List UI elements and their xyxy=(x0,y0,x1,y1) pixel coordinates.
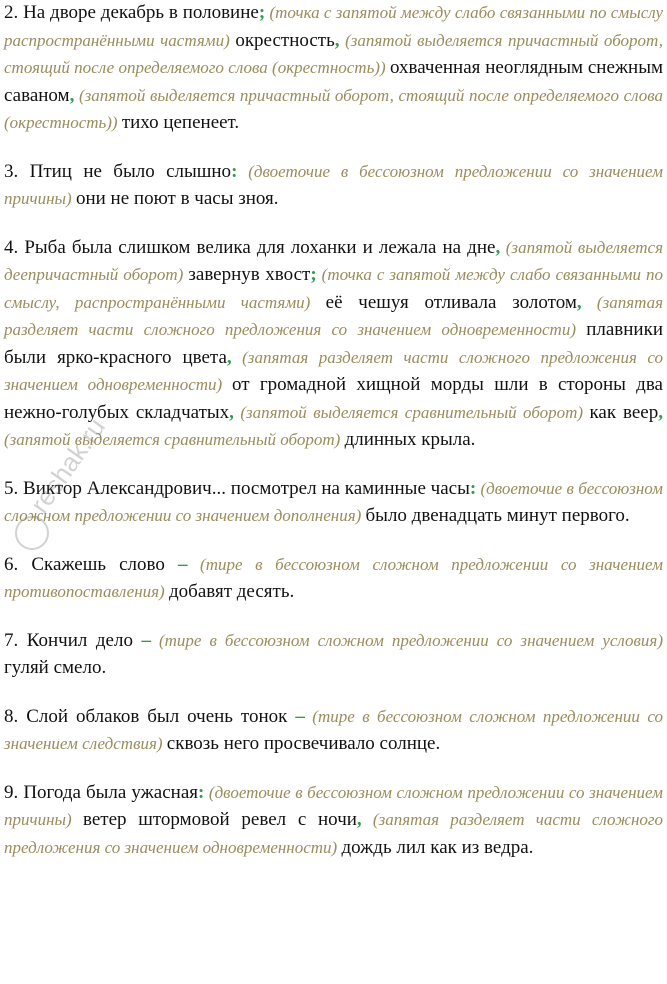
annotation-note: (запятой выделяется сравнительный оборот) xyxy=(233,402,590,422)
sentence-text: плавники были ярко-красного цвета xyxy=(4,319,663,368)
punctuation-mark: , xyxy=(334,29,340,51)
annotation-note: (запятая разделяет части сложного предложения со значением одновременности) xyxy=(4,347,663,394)
annotation-note: (точка с запятой между слабо связанными по смыслу, распространёнными частями) xyxy=(4,265,663,312)
punctuation-mark: – xyxy=(177,553,188,575)
document-page xyxy=(4,0,663,882)
sentence-text: окрестность xyxy=(235,29,335,51)
punctuation-mark: , xyxy=(229,401,234,423)
watermark-text: reshak.ru xyxy=(24,412,112,519)
sentence-text: 4. Рыба была слишком велика для лоханки и лежала на дне xyxy=(4,236,496,258)
annotation-note: (запятой выделяется причастный оборот, стоящий после определяемого слова (окрестность)) xyxy=(4,85,663,132)
sentence-text: завернув хвост xyxy=(188,264,311,285)
annotation-note: (точка с запятой между слабо связанными по смыслу распространёнными частями) xyxy=(4,3,663,50)
punctuation-mark: ; xyxy=(258,2,266,23)
punctuation-mark: – xyxy=(295,705,305,727)
punctuation-mark: : xyxy=(231,160,238,182)
paragraph-7 xyxy=(4,627,663,682)
sentence-text: длинных крыла. xyxy=(344,429,476,450)
sentence-text: её чешуя отливала золотом xyxy=(325,291,577,313)
punctuation-mark: , xyxy=(576,291,582,313)
punctuation-mark: : xyxy=(198,781,205,803)
sentence-text: 9. Погода была ужасная xyxy=(4,781,199,803)
sentence-text: от громадной хищной морды шли в стороны два нежно-голубых складчатых xyxy=(4,374,663,423)
paragraph-8 xyxy=(4,703,663,758)
annotation-note: (двоеточие в бессоюзном сложном предложении со значением дополнения) xyxy=(4,478,663,525)
paragraph-2 xyxy=(4,0,663,137)
annotation-note: (тире в бессоюзном сложном предложении со значением следствия) xyxy=(4,706,663,753)
sentence-text: они не поют в часы зноя. xyxy=(75,188,279,209)
paragraph-5 xyxy=(4,475,663,530)
sentence-text: добавят десять. xyxy=(168,581,295,602)
sentence-text: охваченная неоглядным снежным саваном xyxy=(4,57,663,106)
punctuation-mark: , xyxy=(226,346,232,368)
paragraph-9 xyxy=(4,779,663,862)
punctuation-mark: , xyxy=(69,84,75,106)
sentence-text: 6. Скажешь слово xyxy=(4,553,178,575)
paragraph-6 xyxy=(4,551,663,606)
sentence-text: сквозь него просвечивало солнце. xyxy=(166,733,441,754)
punctuation-mark: ; xyxy=(310,264,317,285)
punctuation-mark: , xyxy=(658,401,663,423)
punctuation-mark: : xyxy=(469,477,477,499)
sentence-text: ветер штормовой ревел с ночи xyxy=(82,809,357,830)
annotation-note: (тире в бессоюзном сложном предложении со значением противопоставления) xyxy=(4,554,663,601)
sentence-text: 8. Слой облаков был очень тонок xyxy=(4,705,296,727)
sentence-text: дождь лил как из ведра. xyxy=(341,836,534,858)
punctuation-mark: – xyxy=(141,629,151,651)
sentence-text: 2. На дворе декабрь в половине xyxy=(4,2,259,23)
annotation-note: (запятой выделяется сравнительный оборот) xyxy=(4,430,345,449)
sentence-text: как веер xyxy=(589,401,659,423)
punctuation-mark: , xyxy=(356,809,362,830)
annotation-note: (двоеточие в бессоюзном предложении со значением причины) xyxy=(4,161,663,208)
sentence-text: 7. Кончил дело xyxy=(4,629,142,651)
paragraph-3 xyxy=(4,158,663,213)
annotation-note: (двоеточие в бессоюзном сложном предложении со значением причины) xyxy=(4,782,663,829)
annotation-note: (запятой выделяется деепричастный оборот) xyxy=(4,237,664,284)
sentence-text: гуляй смело. xyxy=(4,657,107,678)
paragraph-4 xyxy=(4,234,663,454)
sentence-text: тихо цепенеет. xyxy=(121,112,240,133)
annotation-note: (запятой выделяется причастный оборот, стоящий после определяемого слова (окрестность)) xyxy=(4,30,663,77)
annotation-note: (тире в бессоюзном сложном предложении со значением условия) xyxy=(150,630,663,650)
annotation-note: (запятая разделяет части сложного предложения со значением одновременности) xyxy=(4,292,663,339)
annotation-note: (запятая разделяет части сложного предложения со значением одновременности) xyxy=(4,810,664,857)
punctuation-mark: , xyxy=(495,236,501,258)
sentence-text: было двенадцать минут первого. xyxy=(365,505,630,526)
sentence-text: 5. Виктор Александрович... посмотрел на каминные часы xyxy=(4,477,470,499)
sentence-text: 3. Птиц не было слышно xyxy=(4,160,232,182)
